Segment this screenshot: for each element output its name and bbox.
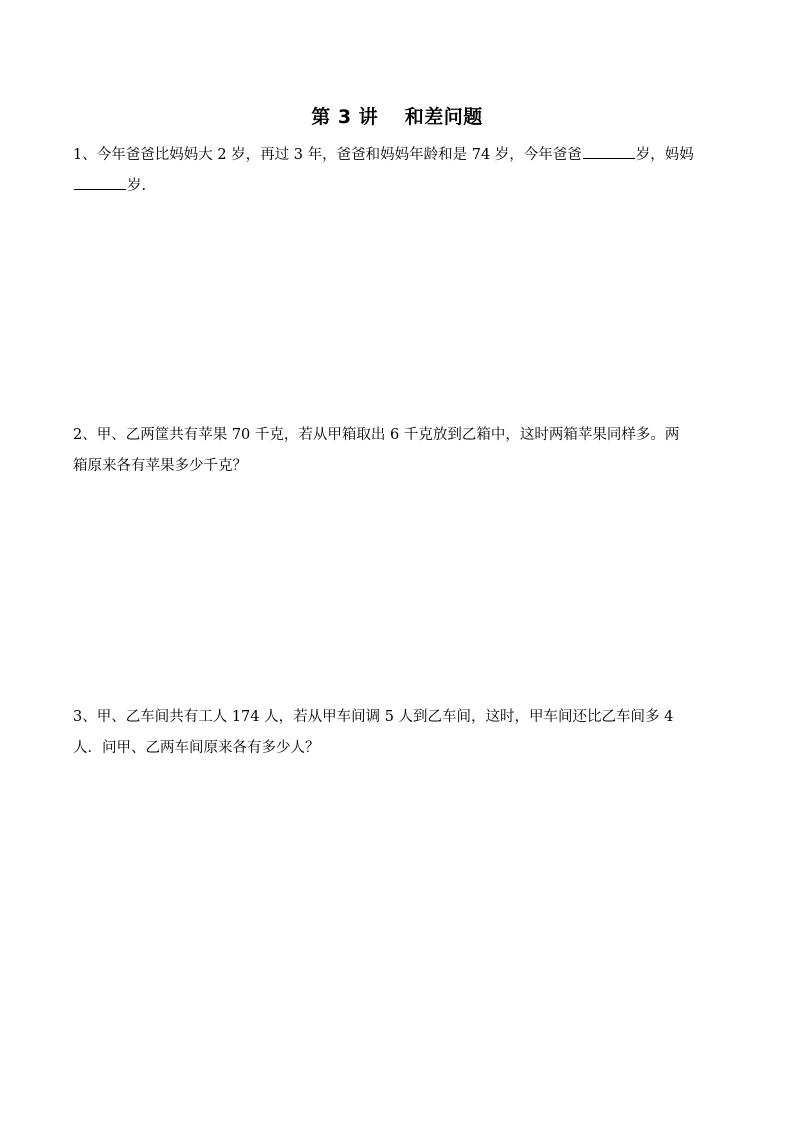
answer-blank-father-age[interactable] — [583, 143, 635, 159]
question-1-line-2 — [73, 171, 733, 202]
question-2-line-1: 2、甲、乙两筐共有苹果 70 千克，若从甲箱取出 6 千克放到乙箱中，这时两箱苹果同样多。两 — [73, 427, 680, 443]
question-3-line-1: 3、甲、乙车间共有工人 174 人，若从甲车间调 5 人到乙车间，这时，甲车间还比乙车间多 4 — [73, 709, 674, 725]
question-3 — [73, 702, 733, 764]
page-title: 第 3 讲 和差问题 — [311, 106, 483, 128]
question-1-text-a: 1、今年爸爸比妈妈大 2 岁，再过 3 年，爸爸和妈妈年龄和是 74 岁，今年爸爸 — [73, 147, 582, 163]
question-2-line-2: 箱原来各有苹果多少千克？ — [73, 458, 247, 474]
question-3-line-2: 人．问甲、乙两车间原来各有多少人？ — [73, 740, 320, 756]
answer-blank-mother-age[interactable] — [74, 174, 126, 190]
question-1-text-c: 岁. — [127, 178, 147, 194]
question-2 — [73, 420, 733, 482]
question-1-line-1 — [73, 140, 733, 171]
question-1-text-b: 岁，妈妈 — [635, 147, 694, 163]
question-1 — [73, 140, 733, 202]
